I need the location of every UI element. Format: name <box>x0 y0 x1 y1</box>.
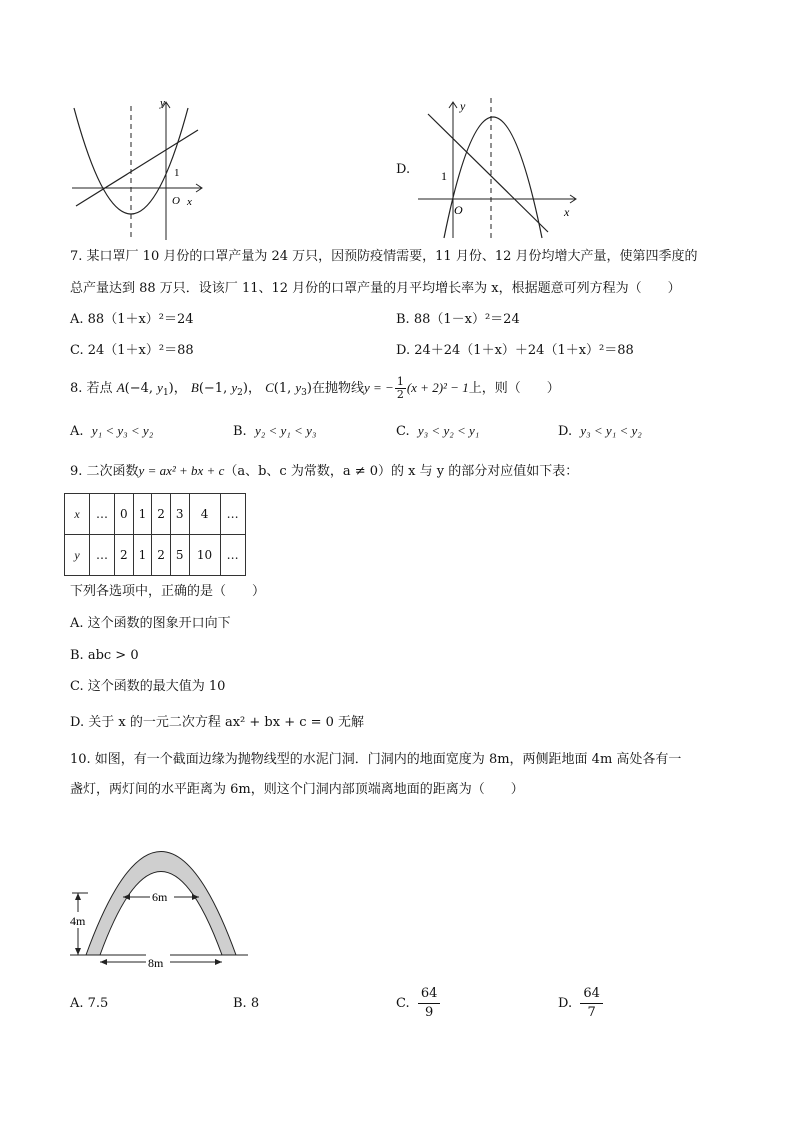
q8-option-b-text: y₂ < y₁ < y₃ <box>254 423 317 438</box>
table-cell: … <box>220 494 245 535</box>
q7-option-b[interactable]: B. 88（1－x）²＝24 <box>396 312 520 327</box>
q8-option-c[interactable] <box>396 421 479 442</box>
ground-label: 8m <box>148 956 164 970</box>
q8-option-d-text: y₃ < y₁ < y₂ <box>580 423 642 438</box>
q7-line2: 总产量达到 88 万只．设该厂 11、12 月份的口罩产量的月平均增长率为 x，根据题意可列方程为（ ） <box>70 281 681 296</box>
q9-value-table <box>64 493 246 576</box>
q7-option-d[interactable]: D. 24＋24（1＋x）＋24（1＋x）²＝88 <box>396 343 634 358</box>
table-cell: 0 <box>115 494 134 535</box>
q10-option-b[interactable]: B. 8 <box>233 996 260 1011</box>
q9-middle: （a、b、c 为常数，a ≠ 0）的 x 与 y 的部分对应值如下表： <box>224 464 579 479</box>
table-cell: 2 <box>152 494 171 535</box>
q10-option-d-num: 64 <box>580 985 603 1004</box>
q9-option-d[interactable]: D. 关于 x 的一元二次方程 ax² + bx + c = 0 无解 <box>70 715 365 730</box>
q8-point-a-coord: (−4, <box>124 381 154 396</box>
q8-point-a: A <box>116 380 125 395</box>
q8-eq-prefix: y = − <box>364 380 394 395</box>
q10-option-c-den: 9 <box>425 1005 434 1020</box>
q10-option-c-num: 64 <box>418 985 441 1004</box>
q8-option-c-label: C. <box>396 424 410 439</box>
table-cell: 10 <box>189 535 220 576</box>
q7-option-c[interactable]: C. 24（1＋x）²＝88 <box>70 343 194 358</box>
graph-c-tick-label: 1 <box>174 167 180 179</box>
graph-d-tick-label: 1 <box>441 169 447 183</box>
table-cell: … <box>90 535 115 576</box>
q10-option-d[interactable] <box>558 985 603 1023</box>
q8-point-b-sub: 2 <box>237 388 243 398</box>
q8-point-b-coord: (−1, <box>198 381 228 396</box>
graph-c-axes <box>72 102 202 240</box>
q8-point-b-y: y <box>231 380 238 395</box>
lamp-label: 6m <box>152 890 168 904</box>
q8-point-c-sub: 3 <box>301 388 307 398</box>
table-cell: 3 <box>170 494 189 535</box>
table-cell: … <box>90 494 115 535</box>
q8-option-d-label: D. <box>558 424 573 439</box>
q9-formula: y = ax² + bx + c <box>138 463 225 478</box>
q10-option-d-fraction <box>580 985 603 1022</box>
q8-point-c-y: y <box>295 380 302 395</box>
q8-option-a[interactable] <box>70 421 153 442</box>
table-cell: y <box>65 535 90 576</box>
q9-stem <box>70 461 578 482</box>
q8-fraction <box>395 376 406 401</box>
q9-option-b[interactable]: B. abc > 0 <box>70 648 139 663</box>
q8-point-a-sub: 1 <box>162 388 169 398</box>
table-cell: 2 <box>152 535 171 576</box>
q8-on-parabola: 在抛物线 <box>311 381 364 396</box>
q10-line1: 10. 如图，有一个截面边缘为抛物线型的水泥门洞．门洞内的地面宽度为 8m，两侧距地面 4m 高处各有一 <box>70 752 682 767</box>
q7-option-a[interactable]: A. 88（1＋x）²＝24 <box>70 312 194 327</box>
table-cell: 5 <box>170 535 189 576</box>
q8-point-a-close: ) <box>168 381 174 396</box>
q10-option-c-label: C. <box>396 996 410 1011</box>
q8-frac-den: 2 <box>396 388 404 401</box>
graph-c-y-label: y <box>160 97 165 109</box>
table-row <box>65 535 246 576</box>
table-cell: 1 <box>133 494 152 535</box>
table-row <box>65 494 246 535</box>
graph-c-origin-label: O <box>172 195 180 207</box>
graph-c <box>64 94 214 244</box>
q10-line2: 盏灯，两灯间的水平距离为 6m，则这个门洞内部顶端离地面的距离为（ ） <box>70 782 524 797</box>
q8-point-c: C <box>265 380 274 395</box>
q8-tail: 上，则（ ） <box>468 381 560 396</box>
height-arrow-down <box>75 948 81 955</box>
q10-option-a[interactable]: A. 7.5 <box>70 996 109 1011</box>
q8-frac-num: 1 <box>396 375 404 388</box>
ground-arrow-left <box>100 959 107 965</box>
q8-stem: 8. 若点 A(−4, $y_1$)， B(−1, $y_2$)， C(1, $y_3$)在抛物线y = − $\frac{1}{2}$ (x + 2)² − 1上，则（ ） <box>70 375 560 401</box>
q7-line1: 7. 某口罩厂 10 月份的口罩产量为 24 万只，因预防疫情需要，11 月份、12 月份均增大产量，使第四季度的 <box>70 249 698 264</box>
graph-d-option-label: D. <box>396 162 411 177</box>
q9-option-c[interactable]: C. 这个函数的最大值为 10 <box>70 679 226 694</box>
q10-option-d-label: D. <box>558 996 573 1011</box>
q8-option-c-text: y₃ < y₂ < y₁ <box>417 423 480 438</box>
table-cell: 2 <box>115 535 134 576</box>
q8-option-d[interactable] <box>558 421 642 442</box>
ground-arrow-right <box>215 959 222 965</box>
q10-option-d-den: 7 <box>587 1005 596 1020</box>
graph-d-x-label: x <box>564 205 570 219</box>
q10-option-c[interactable] <box>396 985 440 1023</box>
graph-d <box>414 92 584 240</box>
graph-d-y-label: y <box>460 99 466 113</box>
q8-point-c-coord: (1, <box>273 381 292 396</box>
q8-point-c-close: ) <box>306 381 312 396</box>
graph-d-origin-label: O <box>454 203 463 217</box>
q8-point-b-close: ) <box>242 381 248 396</box>
q8-point-b: B <box>190 380 199 395</box>
q8-option-b[interactable] <box>233 421 316 442</box>
q8-point-a-y: y <box>157 380 163 395</box>
height-label: 4m <box>70 914 86 928</box>
table-cell: x <box>65 494 90 535</box>
q8-option-a-text: y₁ < y₃ < y₂ <box>91 423 154 438</box>
q8-option-b-label: B. <box>233 424 247 439</box>
q9-option-a[interactable]: A. 这个函数的图象开口向下 <box>70 616 231 631</box>
graph-c-x-label: x <box>187 196 192 208</box>
q8-option-a-label: A. <box>70 424 84 439</box>
q9-question: 下列各选项中，正确的是（ ） <box>70 584 266 599</box>
table-cell: 4 <box>189 494 220 535</box>
table-cell: … <box>220 535 245 576</box>
q8-eq-suffix: (x + 2)² − 1 <box>406 380 469 395</box>
q10-option-c-fraction <box>418 985 441 1022</box>
q8-number: 8. 若点 <box>70 381 113 396</box>
table-cell: 1 <box>133 535 152 576</box>
q9-prefix: 9. 二次函数 <box>70 464 139 479</box>
q10-arch-figure <box>66 800 256 972</box>
height-arrow-up <box>75 893 81 900</box>
